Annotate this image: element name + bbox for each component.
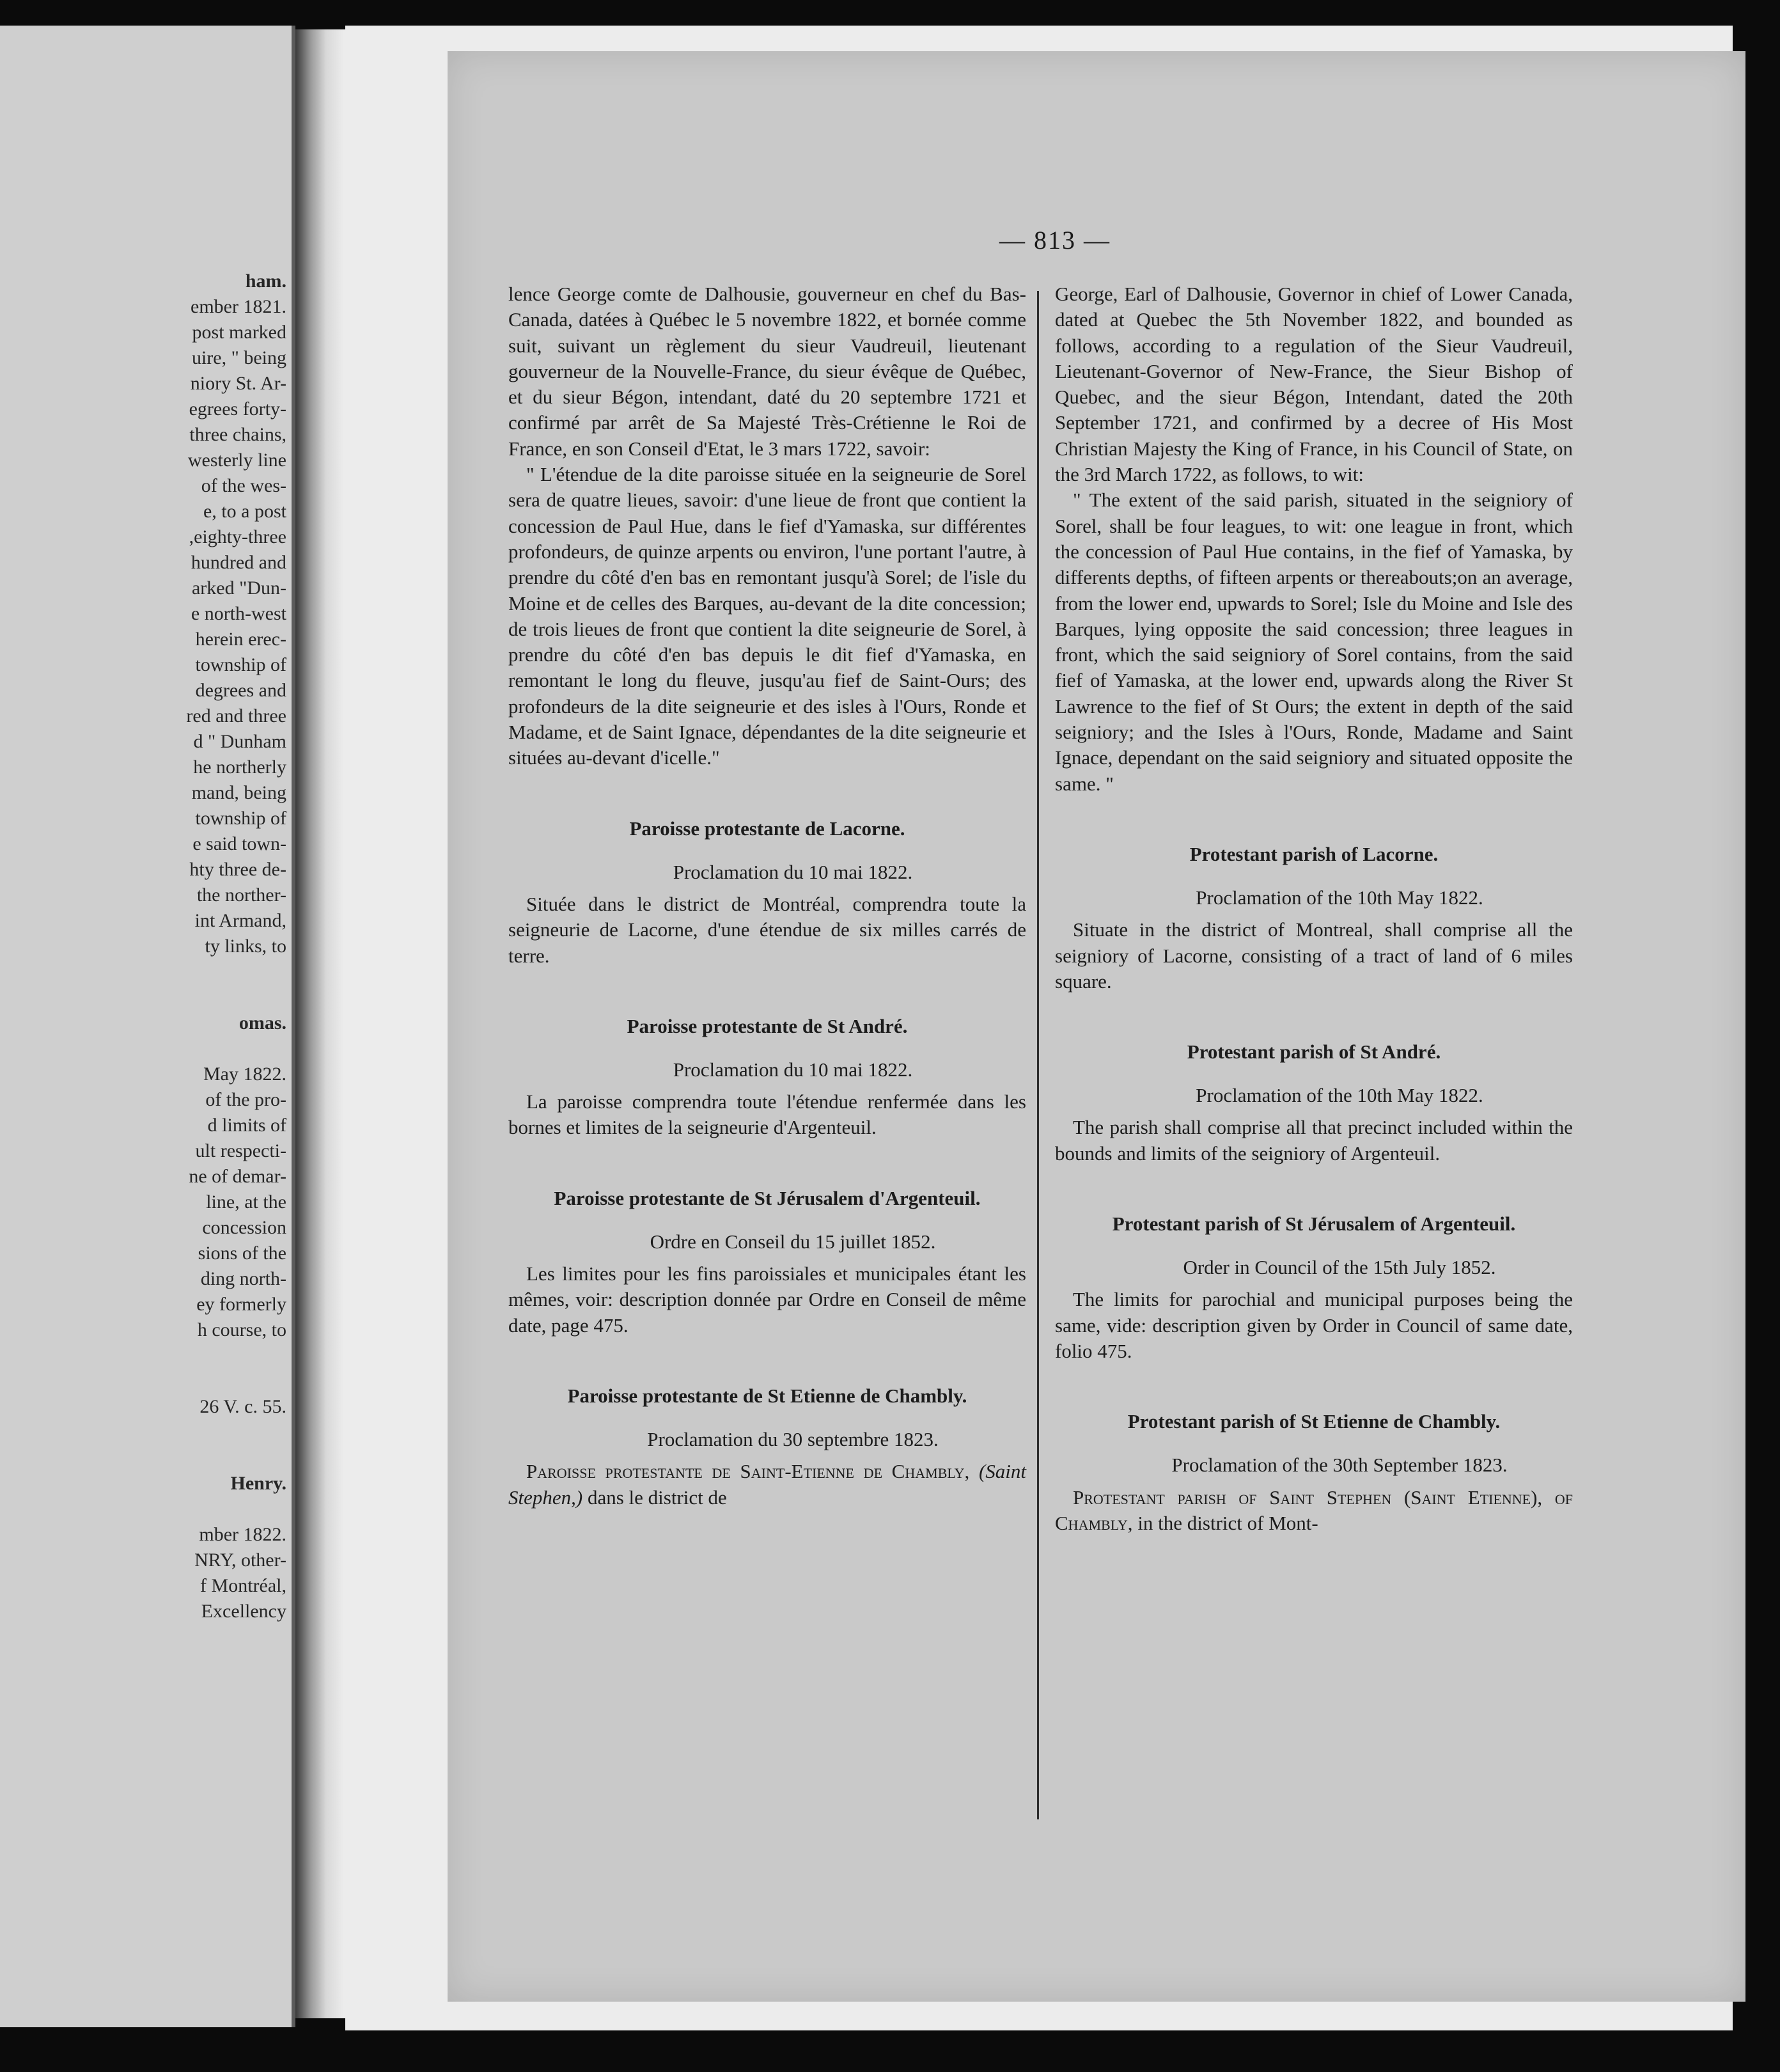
left-page-line: NRY, other- <box>194 1550 286 1571</box>
left-page-line: e said town- <box>192 833 286 854</box>
english-proclamation-st-andre: Proclamation of the 10th May 1822. <box>1196 1084 1483 1107</box>
french-st-etienne-rest: dans le district de <box>587 1486 727 1509</box>
english-text-lacorne: Situate in the district of Montreal, shall comprise all the seigniory of Lacorne, consisting of a tract of land of 6 miles square. <box>1055 918 1573 993</box>
english-proclamation-st-etienne: Proclamation of the 30th September 1823. <box>1171 1454 1508 1477</box>
english-proclamation-lacorne: Proclamation of the 10th May 1822. <box>1196 886 1483 909</box>
left-page-line: int Armand, <box>194 910 286 931</box>
left-page-line: ty links, to <box>205 936 286 957</box>
left-page-line: township of <box>195 654 286 675</box>
left-page-line: three chains, <box>189 424 286 445</box>
left-page-line: line, at the <box>206 1191 286 1213</box>
french-proclamation-st-etienne: Proclamation du 30 septembre 1823. <box>647 1427 939 1450</box>
left-page-line: degrees and <box>195 680 286 701</box>
left-page-line <box>0 1496 286 1522</box>
left-page-line: herein erec- <box>195 629 286 650</box>
french-text-lacorne: Située dans le district de Montréal, comprendra toute la seigneurie de Lacorne, d'une étendue de six milles carrés de terre. <box>508 892 1026 967</box>
english-heading-st-jerusalem: Protestant parish of St Jérusalem of Argenteuil. <box>1112 1213 1516 1236</box>
left-page-line: ,eighty-three <box>189 526 286 547</box>
left-page-text <box>0 269 286 1624</box>
left-page-line: concession <box>202 1217 286 1238</box>
left-page-line: omas. <box>238 1012 286 1033</box>
left-page-line: mand, being <box>191 782 286 803</box>
left-page-line <box>0 959 286 985</box>
left-page-line: d " Dunham <box>193 731 286 752</box>
left-page-line: mber 1822. <box>199 1524 286 1545</box>
book-gutter <box>295 29 347 2018</box>
french-heading-st-etienne: Paroisse protestante de St Etienne de Chambly. <box>567 1384 967 1407</box>
english-st-etienne-smallcaps: Protestant parish of Saint Stephen (Saint Etienne), of Chambly, <box>1055 1486 1573 1534</box>
english-st-etienne-rest: in the district of Mont- <box>1137 1511 1318 1534</box>
french-column <box>508 281 1026 1511</box>
left-page-line: d limits of <box>207 1115 286 1136</box>
left-page-line: the norther- <box>196 884 286 906</box>
french-proclamation-st-jerusalem: Ordre en Conseil du 15 juillet 1852. <box>650 1230 936 1253</box>
left-page-line: red and three <box>186 705 286 726</box>
left-page-line <box>0 1036 286 1062</box>
english-text-st-andre: The parish shall comprise all that precinct included within the bounds and limits of the seigniory of Argenteuil. <box>1055 1116 1573 1165</box>
left-page-line: f Montréal, <box>200 1575 286 1596</box>
left-page-line: westerly line <box>187 450 286 471</box>
french-st-etienne-italic: (Saint Stephen,) <box>508 1460 1026 1509</box>
english-quote: " The extent of the said parish, situated in the seigniory of Sorel, shall be four leagues, to wit: one league in front, which the concession of Paul Hue contains, in the fief of Yamaska, by differents depths, of fifteen arpents or thereabouts;on an average, from the lower end, upwards to Sorel; Isle du Moine and Isle des Barques, lying opposite the said concession; three leagues in front, which the said seigniory of Sorel contains, from the said fief of Yamaska, at the lower end, upwards along the River St Lawrence to the fief of St Ours; the extent in depth of the said seigniory; and the Isles à l'Ours, Ronde, Madame and Saint Ignace, dependant on the said seigniory and situated opposite the same. " <box>1055 489 1573 795</box>
left-page-line: egrees forty- <box>189 398 286 420</box>
english-text-st-etienne <box>1055 1485 1573 1537</box>
french-st-etienne-smallcaps: Paroisse protestante de Saint-Etienne de Chambly, <box>526 1460 970 1483</box>
left-page-line: he northerly <box>193 757 286 778</box>
english-heading-st-etienne: Protestant parish of St Etienne de Chambly. <box>1127 1410 1501 1433</box>
page-number: — 813 — <box>999 226 1111 255</box>
english-column <box>1055 281 1573 1536</box>
left-page-line: Henry. <box>230 1473 286 1494</box>
left-page-line: ne of demar- <box>189 1166 286 1187</box>
left-page-line: ding north- <box>200 1268 286 1289</box>
left-page-line: h course, to <box>197 1319 286 1340</box>
left-page-line: hundred and <box>191 552 286 573</box>
left-page-line: of the pro- <box>205 1089 286 1110</box>
english-text-st-jerusalem: The limits for parochial and municipal purposes being the same, vide: description given by Order in Council of same date, folio 475. <box>1055 1288 1573 1362</box>
french-heading-lacorne: Paroisse protestante de Lacorne. <box>629 817 905 840</box>
left-page-line <box>0 1445 286 1471</box>
left-page-line: township of <box>195 808 286 829</box>
left-page-line: 26 V. c. 55. <box>199 1396 286 1417</box>
left-page-line: ult respecti- <box>195 1140 286 1161</box>
left-page-line: May 1822. <box>203 1063 286 1085</box>
left-page-line: e north-west <box>191 603 286 624</box>
left-page-line <box>0 1420 286 1445</box>
english-heading-lacorne: Protestant parish of Lacorne. <box>1189 842 1439 865</box>
french-proclamation-st-andre: Proclamation du 10 mai 1822. <box>673 1058 913 1081</box>
left-page-line <box>0 1343 286 1369</box>
left-page-line: e, to a post <box>203 501 286 522</box>
left-page-line: sions of the <box>198 1243 286 1264</box>
left-page-line: arked "Dun- <box>191 577 286 599</box>
left-page-line: niory St. Ar- <box>190 373 286 394</box>
left-page-line: ey formerly <box>196 1294 286 1315</box>
left-page-line: hty three de- <box>189 859 286 880</box>
left-page-line: ham. <box>245 271 286 292</box>
french-text-st-jerusalem: Les limites pour les fins paroissiales et municipales étant les mêmes, voir: description donnée par Ordre en Conseil de même date, page 475. <box>508 1262 1026 1337</box>
left-page-line <box>0 1369 286 1394</box>
french-proclamation-lacorne: Proclamation du 10 mai 1822. <box>673 860 913 883</box>
french-heading-st-jerusalem: Paroisse protestante de St Jérusalem d'Argenteuil. <box>554 1186 981 1209</box>
left-page-line: ember 1821. <box>191 296 286 317</box>
left-page-line: of the wes- <box>201 475 286 496</box>
english-heading-st-andre: Protestant parish of St André. <box>1187 1040 1441 1063</box>
column-divider <box>1037 291 1039 1819</box>
left-page-fragment <box>0 26 295 2027</box>
french-heading-st-andre: Paroisse protestante de St André. <box>627 1014 908 1037</box>
french-text-st-andre: La paroisse comprendra toute l'étendue renfermée dans les bornes et limites de la seigneurie d'Argenteuil. <box>508 1090 1026 1139</box>
left-page-line: post marked <box>192 322 286 343</box>
left-page-line: Excellency <box>201 1601 286 1622</box>
french-quote: " L'étendue de la dite paroisse située en la seigneurie de Sorel sera de quatre lieues, savoir: d'une lieue de front que contient la concession de Paul Hue, dans le fief d'Yamaska, sur différentes profondeurs, de quinze arpents ou environ, l'une portant l'autre, à prendre du côté d'en bas en remontant jusqu'à Sorel; de l'isle du Moine et de celles des Barques, au-devant de la dite concession; de trois lieues de front que contient la dite seigneurie de Sorel, à prendre du côté d'en bas depuis le dit fief d'Yamaska, en remontant le long du fleuve, jusqu'au fief de Saint-Ours; des profondeurs de la dite seigneurie et des isles à l'Ours, Ronde et Madame, et de Saint Ignace, dépendantes de la dite seigneurie et situées au-devant d'icelle." <box>508 463 1026 769</box>
left-page-line: uire, " being <box>191 347 286 368</box>
english-intro: George, Earl of Dalhousie, Governor in chief of Lower Canada, dated at Quebec the 5th November 1822, and bounded as follows, according to a regulation of the Sieur Vaudreuil, Lieutenant-Governor of New-France, the Sieur Bishop of Quebec, and the sieur Bégon, Intendant, dated the 20th September 1721, and confirmed by a decree of His Most Christian Majesty the King of France, in his Council of State, on the 3rd March 1722, as follows, to wit: <box>1055 283 1573 486</box>
left-page-line <box>0 985 286 1010</box>
french-intro: lence George comte de Dalhousie, gouverneur en chef du Bas-Canada, datées à Québec le 5 novembre 1822, et bornée comme suit, suivant un règlement du sieur Vaudreuil, lieutenant gouverneur de la Nouvelle-France, du sieur évêque de Québec, et du sieur Bégon, intendant, daté du 20 septembre 1721 et confirmé par arrêt de Sa Majesté Très-Crétienne le Roi de France, en son Conseil d'Etat, le 3 mars 1722, savoir: <box>508 283 1026 460</box>
english-proclamation-st-jerusalem: Order in Council of the 15th July 1852. <box>1183 1256 1496 1279</box>
french-text-st-etienne <box>508 1459 1026 1511</box>
